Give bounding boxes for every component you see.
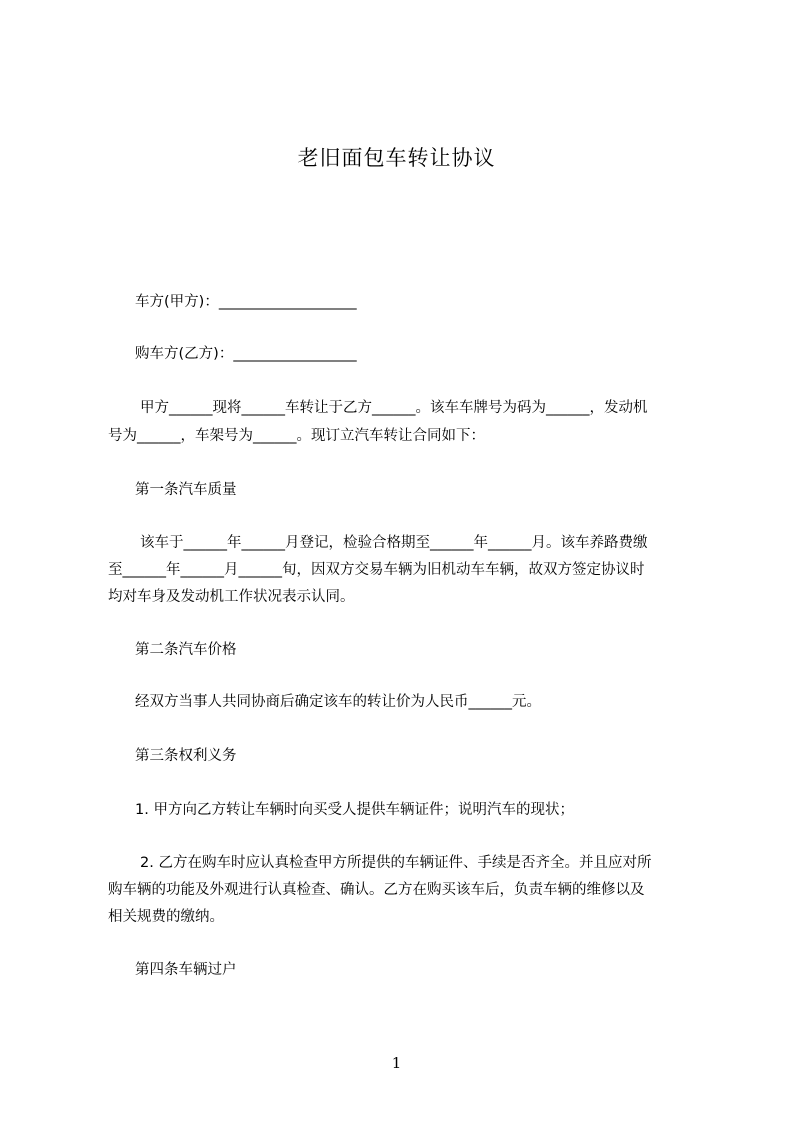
article-4-heading: 第四条车辆过户	[135, 962, 237, 978]
article-3-item-1: 1. 甲方向乙方转让车辆时向买受人提供车辆证件；说明汽车的现状；	[135, 802, 574, 818]
article-1-heading: 第一条汽车质量	[135, 482, 237, 498]
document-title: 老旧面包车转让协议	[297, 146, 496, 170]
buyer-line: 购车方(乙方)：_________________	[135, 346, 357, 362]
article-1-line-2: 至______年______月______旬，因双方交易车辆为旧机动车车辆，故双方签定协议时	[108, 562, 645, 578]
article-3-item-2-line-3: 相关规费的缴纳。	[108, 909, 224, 925]
article-1-line-3: 均对车身及发动机工作状况表示认同。	[108, 589, 355, 605]
intro-line-2: 号为______，车架号为______。现订立汽车转让合同如下：	[108, 428, 485, 444]
article-1-line-1: 该车于______年______月登记，检验合格期至______年______月。该车养路费缴	[140, 535, 648, 551]
article-2-line-1: 经双方当事人共同协商后确定该车的转让价为人民币______元。	[135, 694, 541, 710]
article-3-item-2-line-2: 购车辆的功能及外观进行认真检查、确认。乙方在购买该车后，负责车辆的维修以及	[108, 882, 645, 898]
article-2-heading: 第二条汽车价格	[135, 642, 237, 658]
intro-line-1: 甲方______现将______车转让于乙方______。该车车牌号为码为______，发动机	[140, 400, 648, 416]
article-3-item-2-line-1: 2. 乙方在购车时应认真检查甲方所提供的车辆证件、手续是否齐全。并且应对所	[140, 855, 652, 871]
seller-line: 车方(甲方)：___________________	[135, 294, 357, 310]
page-number: 1	[391, 1054, 402, 1072]
article-3-heading: 第三条权利义务	[135, 748, 237, 764]
